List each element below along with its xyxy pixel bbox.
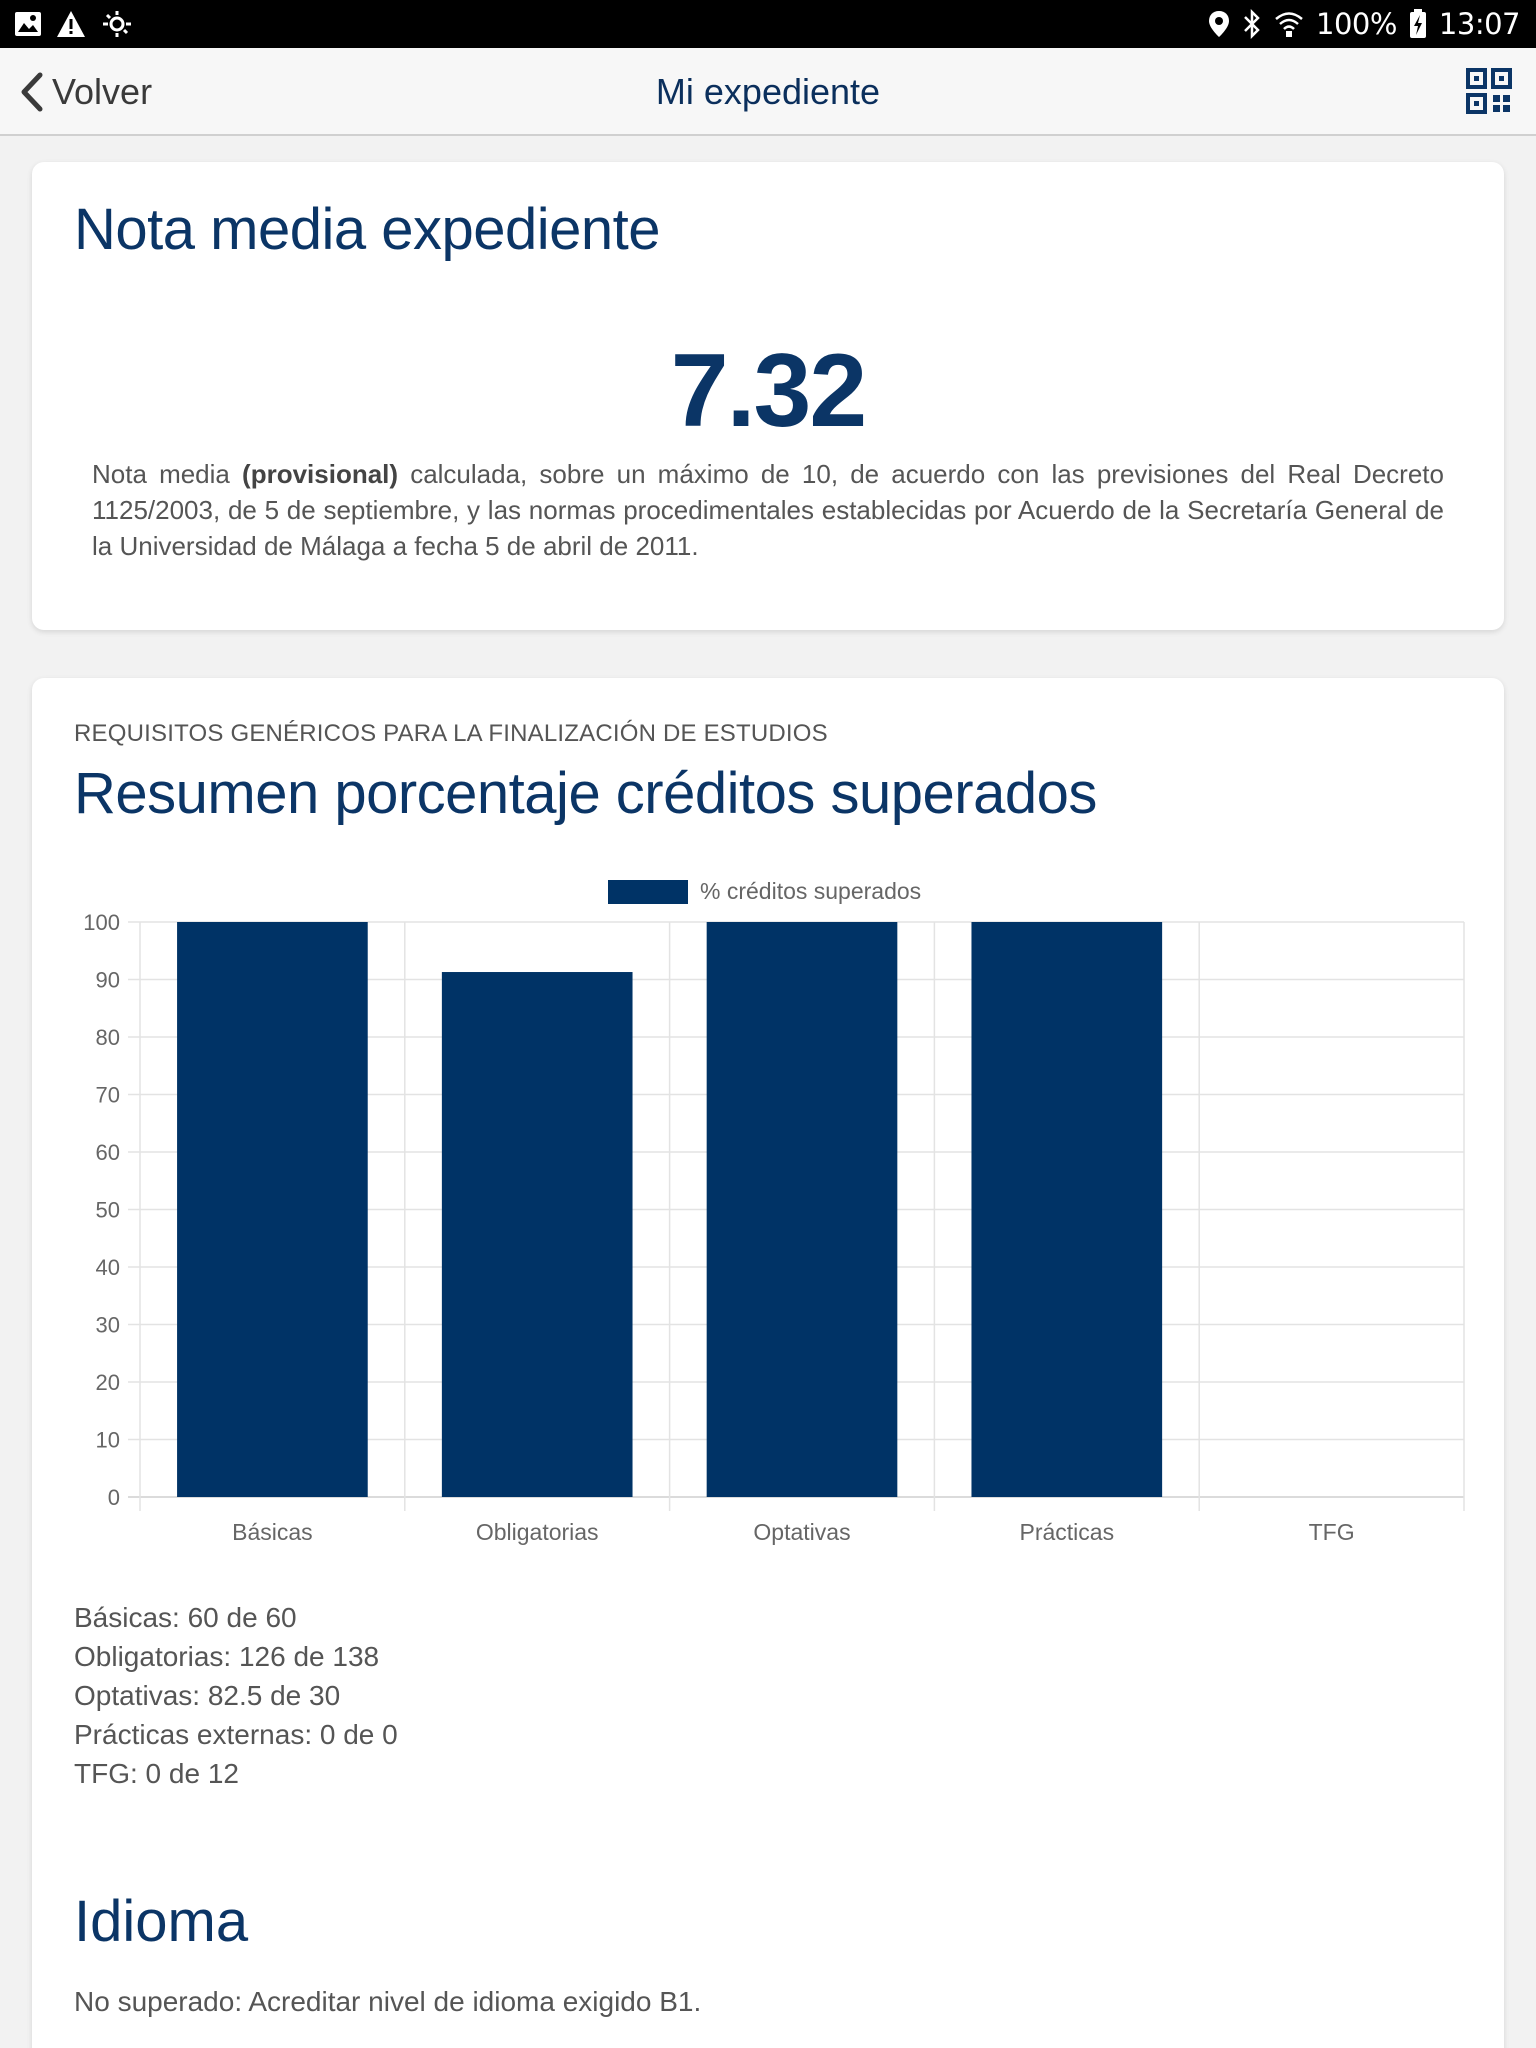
nota-desc-post: calculada, sobre un máximo de 10, de acuerdo con las previsiones del Real Decreto 1125/2003, de 5 de septiembre, y las normas procedimentales establecidas por Acuerdo de la Secretaría General de la Universidad de Málaga a fecha 5 de abril de 2011. [92,459,1444,561]
y-tick-label: 80 [95,1025,120,1050]
image-icon [14,11,42,37]
creditos-summary-line: Prácticas externas: 0 de 0 [74,1719,398,1750]
status-bar [0,0,1536,48]
bar-básicas [177,922,368,1497]
nav-bar [0,48,1536,136]
creditos-card [32,678,1504,2048]
x-tick-label: Obligatorias [475,1519,599,1545]
y-tick-label: 70 [95,1082,120,1108]
nota-media-card [32,162,1504,630]
requisitos-subtitle: REQUISITOS GENÉRICOS PARA LA FINALIZACIÓN DE ESTUDIOS [74,720,828,747]
y-tick-label: 0 [107,1485,120,1510]
legend-label: % créditos superados [700,878,922,904]
x-tick-label: Básicas [232,1519,313,1545]
x-tick-label: Optativas [753,1519,851,1545]
y-tick-label: 40 [95,1255,120,1280]
creditos-summary-line: TFG: 0 de 12 [74,1758,239,1789]
x-tick-label: Prácticas [1019,1519,1115,1545]
warning-icon [56,10,86,38]
y-tick-label: 100 [83,910,120,935]
creditos-summary-line: Básicas: 60 de 60 [74,1602,297,1633]
creditos-summary [74,1598,398,1793]
page-title: Mi expediente [655,71,881,112]
bar-optativas [707,922,898,1497]
idioma-title: Idioma [74,1889,249,1954]
creditos-summary-line: Obligatorias: 126 de 138 [74,1641,380,1672]
creditos-summary-line: Optativas: 82.5 de 30 [74,1680,341,1711]
nota-media-title: Nota media expediente [74,197,661,262]
nota-media-description [92,456,1444,564]
notification-icons [14,0,134,48]
creditos-bar-chart [32,678,1504,2048]
nota-media-value: 7.32 [670,333,866,449]
back-button[interactable] [18,48,152,136]
x-tick-label: TFG [1308,1519,1355,1545]
wifi-icon [1274,10,1304,38]
battery-percent: 100% [1316,7,1397,41]
creditos-title: Resumen porcentaje créditos superados [74,761,1097,826]
brightness-icon [100,10,134,38]
bluetooth-icon [1242,9,1262,39]
y-tick-label: 30 [95,1312,120,1338]
back-button-label: Volver [52,71,153,112]
nota-desc-bold: (provisional) [242,459,399,489]
qr-code-icon[interactable] [1466,68,1512,114]
y-tick-label: 60 [95,1140,120,1165]
idioma-status: No superado: Acreditar nivel de idioma exigido B1. [74,1986,702,2017]
nota-desc-pre: Nota media [92,459,243,489]
chevron-left-icon [18,71,46,113]
y-tick-label: 10 [95,1427,120,1453]
y-tick-label: 50 [95,1197,120,1223]
y-tick-label: 20 [95,1370,120,1395]
y-tick-label: 90 [95,967,120,993]
bar-prácticas [971,922,1162,1497]
location-icon [1208,10,1230,38]
bar-obligatorias [442,972,633,1497]
clock: 13:07 [1438,7,1520,41]
battery-charging-icon [1409,9,1427,39]
system-icons [1208,0,1520,48]
